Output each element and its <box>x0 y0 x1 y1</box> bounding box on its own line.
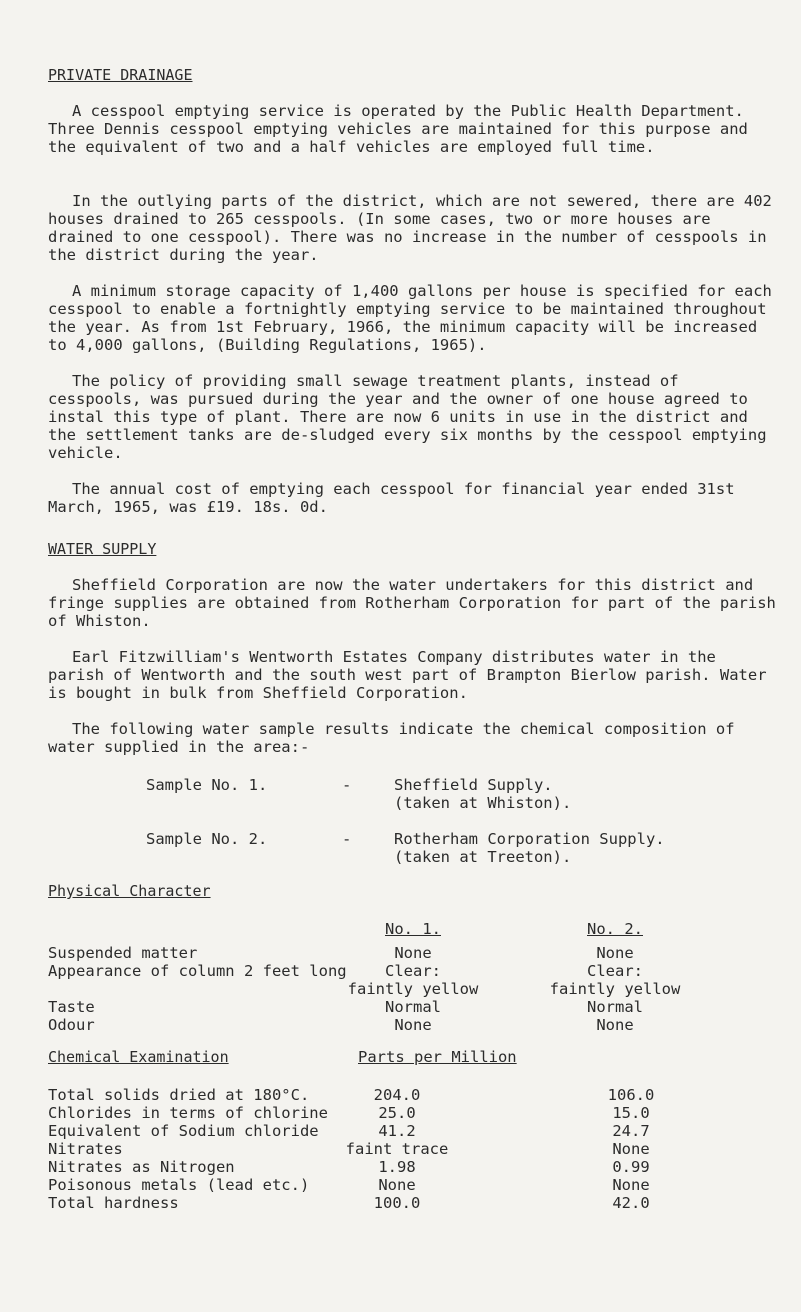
row-value-1: faint trace <box>345 1140 449 1158</box>
row-label: Equivalent of Sodium chloride <box>48 1122 319 1140</box>
row-label: Poisonous metals (lead etc.) <box>48 1176 310 1194</box>
row-value-2: Clear: <box>587 962 643 980</box>
row-value-1: faintly yellow <box>347 980 479 998</box>
paragraph: Sheffield Corporation are now the water undertakers for this district and fringe supplies are obtained from Rotherham Corporation for part of the parish of Whiston. <box>48 576 776 630</box>
row-label: Odour <box>48 1016 95 1034</box>
row-value-1: 41.2 <box>378 1122 416 1140</box>
row-value-2: faintly yellow <box>549 980 681 998</box>
row-label: Appearance of column 2 feet long <box>48 962 347 980</box>
sample-source: Sheffield Supply. <box>394 776 553 794</box>
row-value-1: 100.0 <box>373 1194 421 1212</box>
row-label: Nitrates as Nitrogen <box>48 1158 235 1176</box>
row-value-1: Clear: <box>385 962 441 980</box>
row-value-2: None <box>612 1140 650 1158</box>
private-drainage-heading: PRIVATE DRAINAGE <box>48 66 193 84</box>
row-value-2: None <box>596 1016 634 1034</box>
column-header-sample-2: No. 2. <box>587 920 643 938</box>
sample-label: Sample No. 2. <box>146 830 268 848</box>
row-value-1: 25.0 <box>378 1104 416 1122</box>
row-label: Taste <box>48 998 95 1016</box>
row-label: Total solids dried at 180°C. <box>48 1086 310 1104</box>
row-value-1: None <box>394 1016 432 1034</box>
paragraph: A cesspool emptying service is operated by the Public Health Department. Three Dennis cesspool emptying vehicles are maintained for this purpose and the equivalent of two and a half vehicles are employed full time. <box>48 102 748 156</box>
row-value-2: 42.0 <box>612 1194 650 1212</box>
sample-label: Sample No. 1. <box>146 776 268 794</box>
row-value-2: None <box>596 944 634 962</box>
row-label: Chlorides in terms of chlorine <box>48 1104 328 1122</box>
paragraph: Earl Fitzwilliam's Wentworth Estates Company distributes water in the parish of Wentworth and the south west part of Brampton Bierlow parish. Water is bought in bulk from Sheffield Corporation. <box>48 648 767 702</box>
sample-dash: - <box>342 776 352 794</box>
row-value-2: 15.0 <box>612 1104 650 1122</box>
row-label: Total hardness <box>48 1194 179 1212</box>
row-label: Nitrates <box>48 1140 123 1158</box>
water-supply-heading: WATER SUPPLY <box>48 540 157 558</box>
row-value-2: 106.0 <box>607 1086 655 1104</box>
row-value-1: 204.0 <box>373 1086 421 1104</box>
row-value-2: 0.99 <box>612 1158 650 1176</box>
chemical-examination-heading: Chemical Examination <box>48 1048 229 1066</box>
sample-dash: - <box>342 830 352 848</box>
paragraph: The policy of providing small sewage treatment plants, instead of cesspools, was pursued during the year and the owner of one house agreed to instal this type of plant. There are now 6 units in use in the district and the settlement tanks are de-sludged every six months by the cesspool emptying vehicle. <box>48 372 767 462</box>
row-value-1: None <box>394 944 432 962</box>
units-header: Parts per Million <box>358 1048 517 1066</box>
row-value-1: Normal <box>385 998 441 1016</box>
paragraph: A minimum storage capacity of 1,400 gallons per house is specified for each cesspool to enable a fortnightly emptying service to be maintained throughout the year. As from 1st February, 1966, the minimum capacity will be increased to 4,000 gallons, (Building Regulations, 1965). <box>48 282 772 354</box>
row-value-1: None <box>378 1176 416 1194</box>
row-value-2: None <box>612 1176 650 1194</box>
sample-location: (taken at Treeton). <box>394 848 572 866</box>
paragraph: The following water sample results indicate the chemical composition of water supplied in the area:- <box>48 720 735 756</box>
row-value-2: Normal <box>587 998 643 1016</box>
row-label: Suspended matter <box>48 944 198 962</box>
paragraph: The annual cost of emptying each cesspool for financial year ended 31st March, 1965, was £19. 18s. 0d. <box>48 480 735 516</box>
paragraph: In the outlying parts of the district, which are not sewered, there are 402 houses drained to 265 cesspools. (In some cases, two or more houses are drained to one cesspool). There was no increase in the number of cesspools in the district during the year. <box>48 192 772 264</box>
sample-location: (taken at Whiston). <box>394 794 572 812</box>
physical-character-heading: Physical Character <box>48 882 211 900</box>
row-value-1: 1.98 <box>378 1158 416 1176</box>
row-value-2: 24.7 <box>612 1122 650 1140</box>
sample-source: Rotherham Corporation Supply. <box>394 830 665 848</box>
column-header-sample-1: No. 1. <box>385 920 441 938</box>
